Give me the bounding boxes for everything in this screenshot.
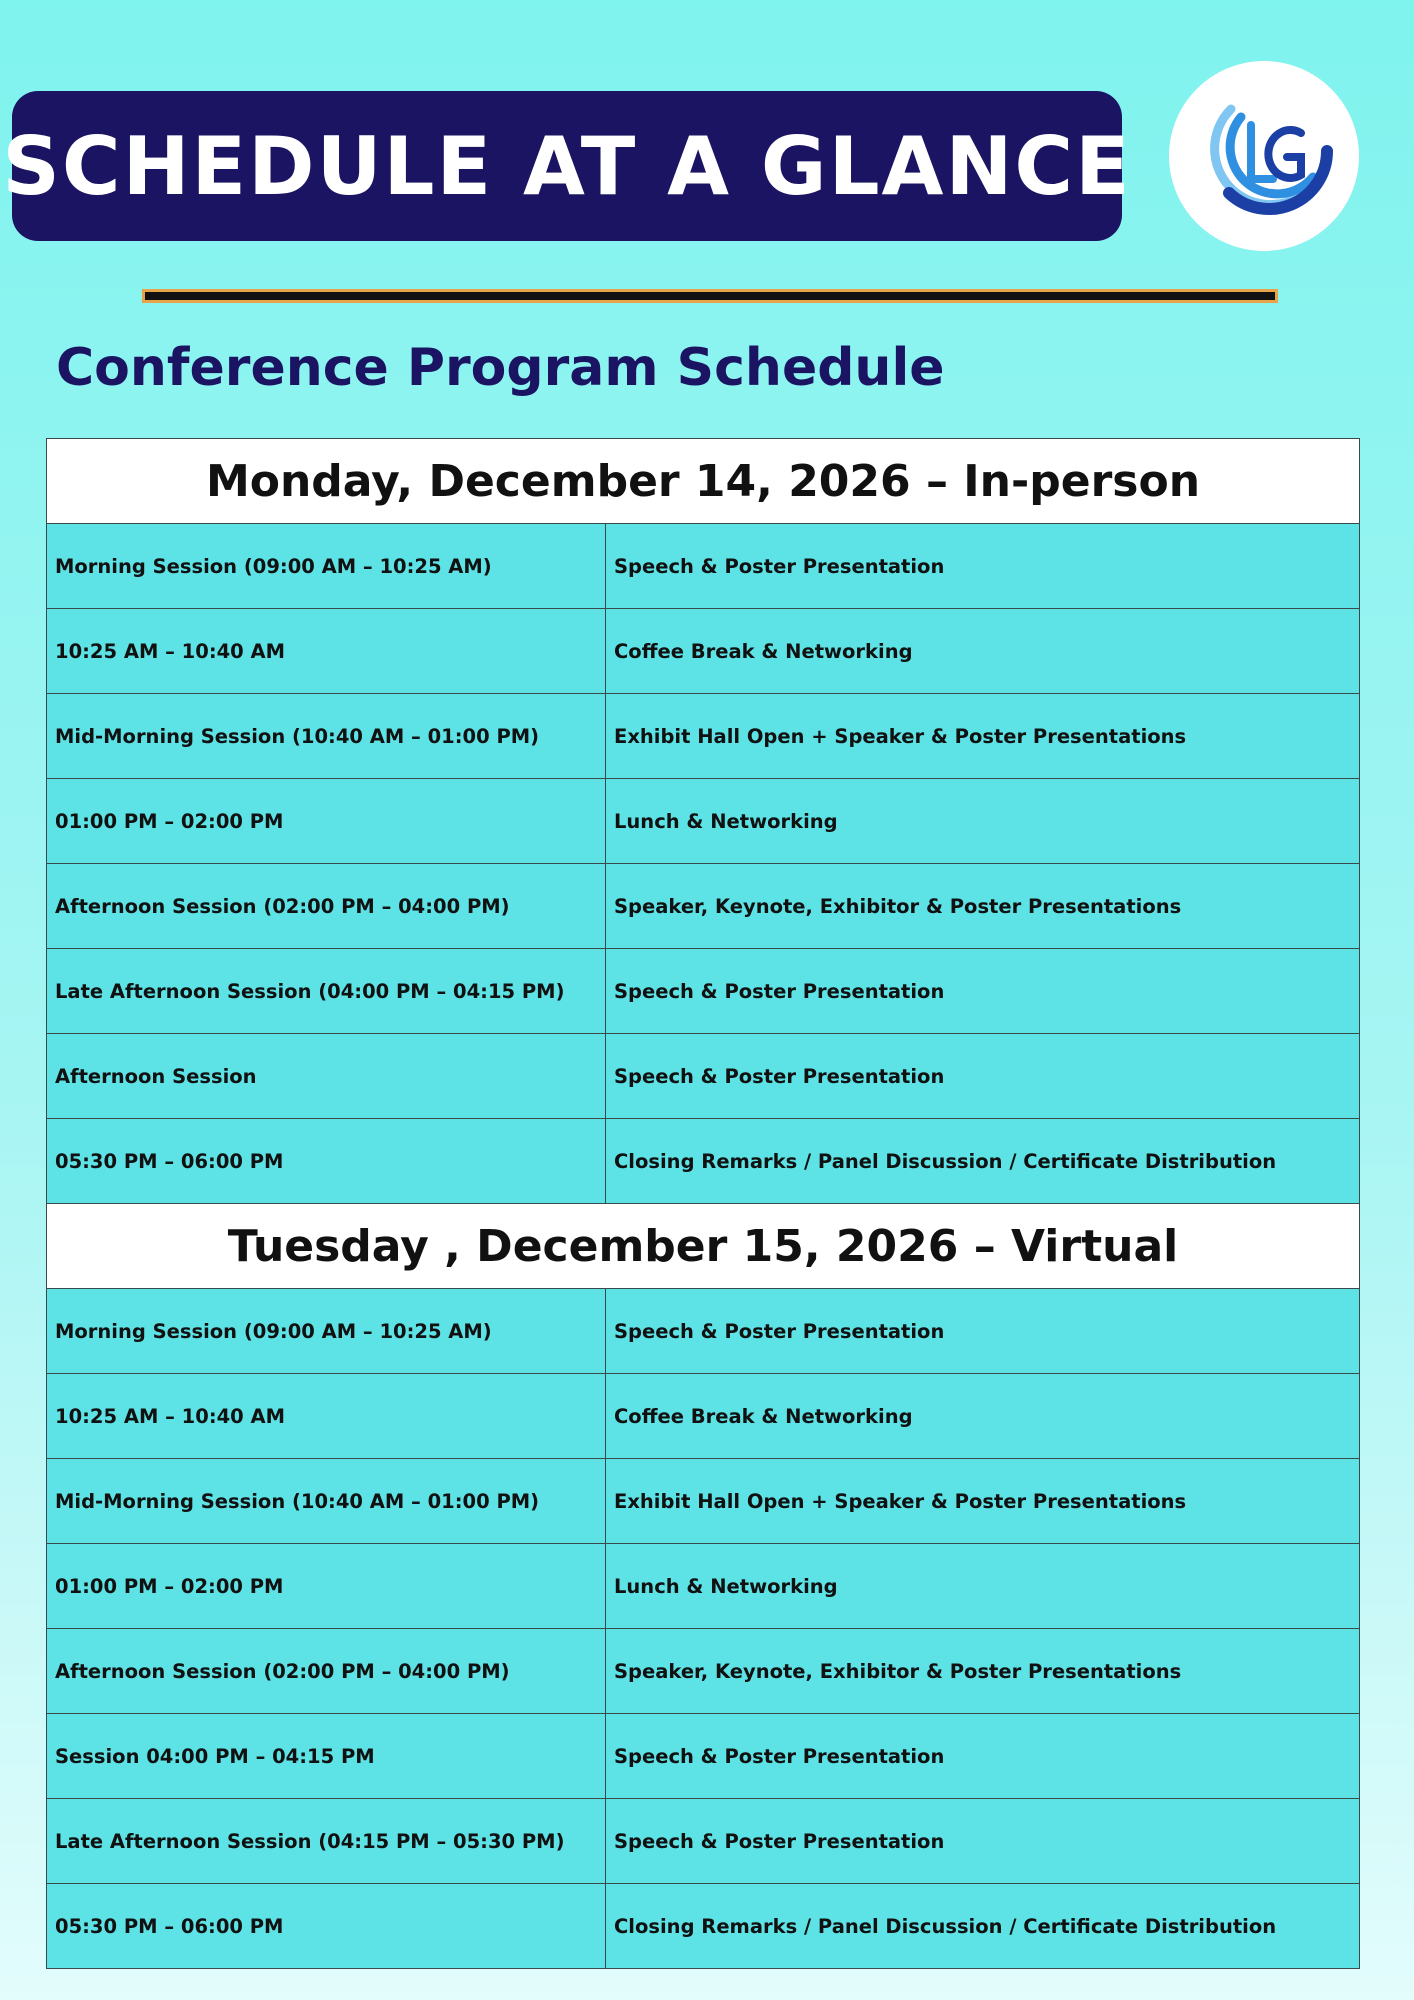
banner-title: SCHEDULE AT A GLANCE xyxy=(2,119,1132,213)
table-row xyxy=(47,1034,1360,1119)
time-cell: Mid-Morning Session (10:40 AM – 01:00 PM) xyxy=(47,694,606,779)
table-row xyxy=(47,1544,1360,1629)
table-row xyxy=(47,1119,1360,1204)
activity-cell: Speech & Poster Presentation xyxy=(606,949,1360,1034)
lg-logo xyxy=(1169,61,1359,251)
table-row xyxy=(47,1629,1360,1714)
activity-cell: Lunch & Networking xyxy=(606,779,1360,864)
table-row xyxy=(47,779,1360,864)
activity-cell: Coffee Break & Networking xyxy=(606,609,1360,694)
day-header-tuesday: Tuesday , December 15, 2026 – Virtual xyxy=(47,1204,1360,1289)
activity-cell: Exhibit Hall Open + Speaker & Poster Presentations xyxy=(606,1459,1360,1544)
table-row xyxy=(47,1884,1360,1969)
day-header-monday: Monday, December 14, 2026 – In-person xyxy=(47,439,1360,524)
time-cell: Late Afternoon Session (04:00 PM – 04:15 PM) xyxy=(47,949,606,1034)
time-cell: Morning Session (09:00 AM – 10:25 AM) xyxy=(47,524,606,609)
table-row xyxy=(47,694,1360,779)
activity-cell: Speech & Poster Presentation xyxy=(606,1034,1360,1119)
title-banner xyxy=(2,91,1132,241)
activity-cell: Speech & Poster Presentation xyxy=(606,1714,1360,1799)
activity-cell: Speech & Poster Presentation xyxy=(606,1289,1360,1374)
time-cell: 01:00 PM – 02:00 PM xyxy=(47,779,606,864)
table-row xyxy=(47,609,1360,694)
activity-cell: Speaker, Keynote, Exhibitor & Poster Presentations xyxy=(606,1629,1360,1714)
schedule-table xyxy=(46,438,1360,1969)
page-title: Conference Program Schedule xyxy=(56,338,945,398)
time-cell: 10:25 AM – 10:40 AM xyxy=(47,609,606,694)
activity-cell: Closing Remarks / Panel Discussion / Certificate Distribution xyxy=(606,1884,1360,1969)
activity-cell: Speech & Poster Presentation xyxy=(606,1799,1360,1884)
table-row xyxy=(47,1459,1360,1544)
activity-cell: Lunch & Networking xyxy=(606,1544,1360,1629)
time-cell: Afternoon Session xyxy=(47,1034,606,1119)
time-cell: Mid-Morning Session (10:40 AM – 01:00 PM) xyxy=(47,1459,606,1544)
activity-cell: Exhibit Hall Open + Speaker & Poster Presentations xyxy=(606,694,1360,779)
time-cell: 10:25 AM – 10:40 AM xyxy=(47,1374,606,1459)
time-cell: 05:30 PM – 06:00 PM xyxy=(47,1119,606,1204)
time-cell: 01:00 PM – 02:00 PM xyxy=(47,1544,606,1629)
time-cell: Afternoon Session (02:00 PM – 04:00 PM) xyxy=(47,1629,606,1714)
time-cell: Late Afternoon Session (04:15 PM – 05:30 PM) xyxy=(47,1799,606,1884)
time-cell: Morning Session (09:00 AM – 10:25 AM) xyxy=(47,1289,606,1374)
table-row xyxy=(47,949,1360,1034)
activity-cell: Speech & Poster Presentation xyxy=(606,524,1360,609)
time-cell: 05:30 PM – 06:00 PM xyxy=(47,1884,606,1969)
table-row xyxy=(47,1374,1360,1459)
table-row xyxy=(47,1799,1360,1884)
activity-cell: Closing Remarks / Panel Discussion / Certificate Distribution xyxy=(606,1119,1360,1204)
activity-cell: Speaker, Keynote, Exhibitor & Poster Presentations xyxy=(606,864,1360,949)
time-cell: Session 04:00 PM – 04:15 PM xyxy=(47,1714,606,1799)
activity-cell: Coffee Break & Networking xyxy=(606,1374,1360,1459)
time-cell: Afternoon Session (02:00 PM – 04:00 PM) xyxy=(47,864,606,949)
table-row xyxy=(47,524,1360,609)
table-row xyxy=(47,864,1360,949)
table-row xyxy=(47,1289,1360,1374)
table-row xyxy=(47,1714,1360,1799)
lg-logo-icon xyxy=(1189,81,1339,231)
header-divider xyxy=(142,289,1278,303)
